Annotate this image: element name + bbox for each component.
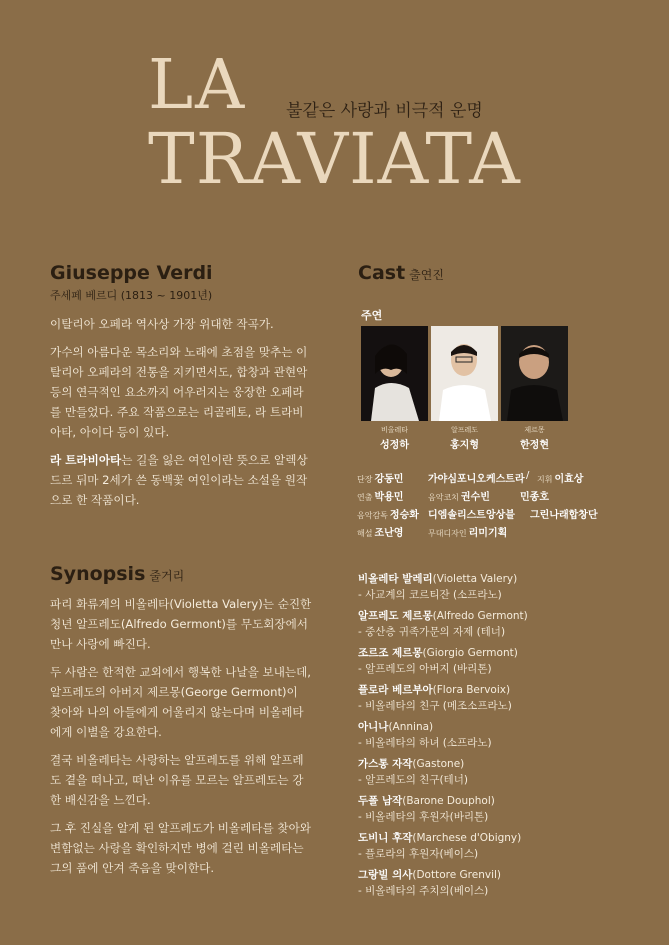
highlight-bold: 라 트라비아타: [50, 453, 122, 467]
staff-credit: 음악감독 정승화: [357, 510, 419, 521]
role-item: 아니나(Annina) - 비올레타의 하녀 (소프라노): [358, 721, 492, 749]
staff-credit: 가야심포니오케스트라: [428, 474, 525, 485]
lead-photo-1: [361, 326, 428, 421]
lead-name: 성정하: [380, 440, 409, 451]
composer-paragraph: 이탈리아 오페라 역사상 가장 위대한 작곡가.: [50, 317, 274, 331]
cast-heading: [358, 262, 444, 284]
synopsis-paragraph: 그 후 진실을 알게 된 알프레도가 비올레타를 찾아와 변함없는 사랑을 확인하지만 병에 걸린 비올레타는 그의 품에 안겨 죽음을 맞이한다.: [50, 821, 311, 875]
leads-label: 주연: [361, 309, 383, 322]
singer-portrait-icon: [501, 326, 568, 421]
role-item: 가스통 자작(Gastone) - 알프레도의 친구(테너): [358, 758, 468, 786]
staff-credit: 단장 강동민: [357, 474, 404, 485]
staff-credit: 음악코치 권수빈: [428, 492, 490, 503]
subtitle: 불같은 사랑과 비극적 운명: [286, 101, 483, 121]
staff-credit: 지휘 이효상: [537, 474, 584, 485]
role-list: [358, 572, 528, 905]
synopsis-title-sub: 줄거리: [149, 569, 185, 583]
lead-photo-3: [501, 326, 568, 421]
synopsis-paragraph: 결국 비올레타는 사랑하는 알프레도를 위해 알프레도 곁을 떠나고, 떠난 이유를 모르는 알프레도는 강한 배신감을 느낀다.: [50, 753, 304, 807]
composer-bio: [50, 314, 312, 518]
composer-name: Giuseppe Verdi: [50, 262, 213, 284]
staff-credit: 무대디자인 리미기획: [428, 528, 508, 539]
lead-role: 알프레도: [450, 426, 479, 434]
cast-title: Cast: [358, 262, 406, 284]
lead-role: 제르몽: [524, 426, 545, 434]
composer-heading: [50, 262, 213, 284]
title-line-2: TRAVIATA: [148, 118, 521, 200]
staff-credit: 연출 박용민: [357, 492, 404, 503]
role-item: 알프레도 제르몽(Alfredo Germont) - 중산층 귀족가문의 자제 (테너): [358, 610, 528, 638]
role-item: 도비니 후작(Marchese d'Obigny) - 플로라의 후원자(베이스): [358, 832, 522, 860]
title-line-1: LA: [148, 46, 247, 125]
role-item: 조르조 제르몽(Giorgio Germont) - 알프레도의 아버지 (바리톤): [358, 647, 518, 675]
lead-role: 비올레타: [380, 426, 409, 434]
role-item: 그랑빌 의사(Dottore Grenvil) - 비올레타의 주치의(베이스): [358, 869, 502, 897]
staff-credit: 그린나래합창단: [530, 510, 598, 521]
composer-highlight: [50, 450, 312, 510]
synopsis-title: Synopsis: [50, 563, 146, 585]
role-item: 두폴 남작(Barone Douphol) - 비올레타의 후원자(바리톤): [358, 795, 495, 823]
highlight-rest: 는 길을 잃은 여인이란 뜻으로 알렉상드르 뒤마 2세가 쓴 동백꽃 여인이라는 소설을 원작으로 한 작품이다.: [50, 453, 308, 507]
singer-portrait-icon: [361, 326, 428, 421]
role-item: 플로라 베르부아(Flora Bervoix) - 비올레타의 친구 (메조소프라노): [358, 684, 512, 712]
lead-name: 홍지형: [450, 440, 479, 451]
staff-credit: 민종호: [520, 492, 549, 503]
composer-subtitle: 주세페 베르디 (1813 ~ 1901년): [50, 289, 213, 302]
singer-portrait-icon: [431, 326, 498, 421]
synopsis-paragraph: 두 사람은 한적한 교외에서 행복한 나날을 보내는데, 알프레도의 아버지 제르몽(George Germont)이 찾아와 나의 아들에게 어울리지 않는다며 비올레타에게 이별을 강요한다.: [50, 665, 311, 739]
role-item: 비올레타 발레리(Violetta Valery) - 사교계의 코르티잔 (소프라노): [358, 573, 518, 601]
staff-credit: 디엠솔리스트앙상블: [428, 510, 515, 521]
cast-title-sub: 출연진: [409, 268, 444, 282]
lead-name: 한정현: [520, 440, 549, 451]
staff-slash: /: [526, 470, 530, 481]
composer-paragraph: 가수의 아름다운 목소리와 노래에 초점을 맞추는 이탈리아 오페라의 전통을 지키면서도, 합창과 관현악 등의 연극적인 요소까지 어우러지는 웅장한 오페라를 만들었다. 주요 작품으로는 리골레토, 라 트라비아타, 아이다 등이 있다.: [50, 345, 308, 439]
synopsis-paragraph: 파리 화류계의 비올레타(Violetta Valery)는 순진한 청년 알프레도(Alfredo Germont)를 무도회장에서 만나 사랑에 빠진다.: [50, 597, 312, 651]
lead-photo-2: [431, 326, 498, 421]
synopsis-heading: [50, 563, 184, 585]
staff-credit: 해설 조난영: [357, 528, 404, 539]
synopsis-body: [50, 594, 312, 886]
